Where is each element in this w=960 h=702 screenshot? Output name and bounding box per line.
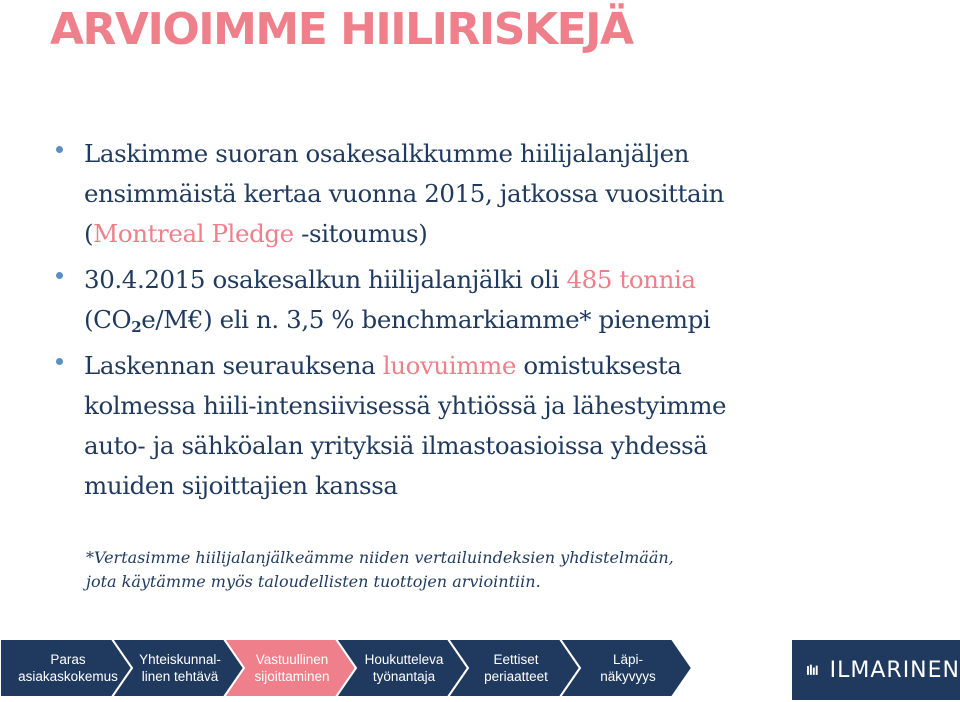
footnote-line: jota käytämme myös taloudellisten tuottojen arviointiin. <box>86 572 541 591</box>
nav-label: Houkutteleva työnantaja <box>364 652 444 684</box>
nav-label: Vastuullinen sijoittaminen <box>254 652 330 684</box>
bullet-text: (Montreal Pledge -sitoumus) <box>84 219 428 248</box>
bullet-item <box>56 260 936 340</box>
footnote-line: *Vertasimme hiilijalanjälkeämme niiden vertailuindeksien yhdistelmään, <box>86 548 674 567</box>
bullet-text: muiden sijoittajien kanssa <box>84 471 398 500</box>
bullet-text: $(CO_2e/M€)$ eli n. 3,5 % benchmarkiamme* pienempi <box>84 305 711 336</box>
footnote <box>86 546 674 594</box>
nav-label: Eettiset periaatteet <box>484 652 548 684</box>
bullet-item <box>56 346 936 506</box>
bullet-list <box>56 134 936 512</box>
bullet-text: Laskennan seurauksena luovuimme omistuksesta <box>84 351 682 380</box>
bullet-text: Laskimme suoran osakesalkkumme hiilijalanjäljen <box>84 139 690 168</box>
ilmarinen-logo-icon <box>806 656 820 684</box>
nav-label: Paras asiakaskokemus <box>18 652 118 684</box>
bullet-text: 30.4.2015 osakesalkun hiilijalanjälki oli 485 tonnia <box>84 265 696 294</box>
logo-text: ILMARINEN <box>829 657 960 683</box>
nav-label: Yhteiskunnal- linen tehtävä <box>139 652 221 684</box>
subscript: 2 <box>131 318 142 336</box>
chevron-nav <box>0 637 694 699</box>
highlight-text: Montreal Pledge <box>93 219 294 248</box>
bullet-dot-icon <box>56 146 63 153</box>
page-title: ARVIOIMME HIILIRISKEJÄ <box>50 4 633 55</box>
bullet-item <box>56 134 936 254</box>
bullet-dot-icon <box>56 272 63 279</box>
ilmarinen-logo <box>792 640 960 700</box>
bullet-text: auto- ja sähköalan yrityksiä ilmastoasioissa yhdessä <box>84 431 708 460</box>
nav-label: Läpi- näkyvyys <box>600 652 656 684</box>
bullet-dot-icon <box>56 358 63 365</box>
bullet-text: kolmessa hiili-intensiivisessä yhtiössä ja lähestyimme <box>84 391 727 420</box>
highlight-text: 485 tonnia <box>566 265 696 294</box>
nav-item-lapinakyvyys[interactable] <box>560 639 692 697</box>
highlight-text: luovuimme <box>382 351 516 380</box>
bullet-text: ensimmäistä kertaa vuonna 2015, jatkossa vuosittain <box>84 179 725 208</box>
